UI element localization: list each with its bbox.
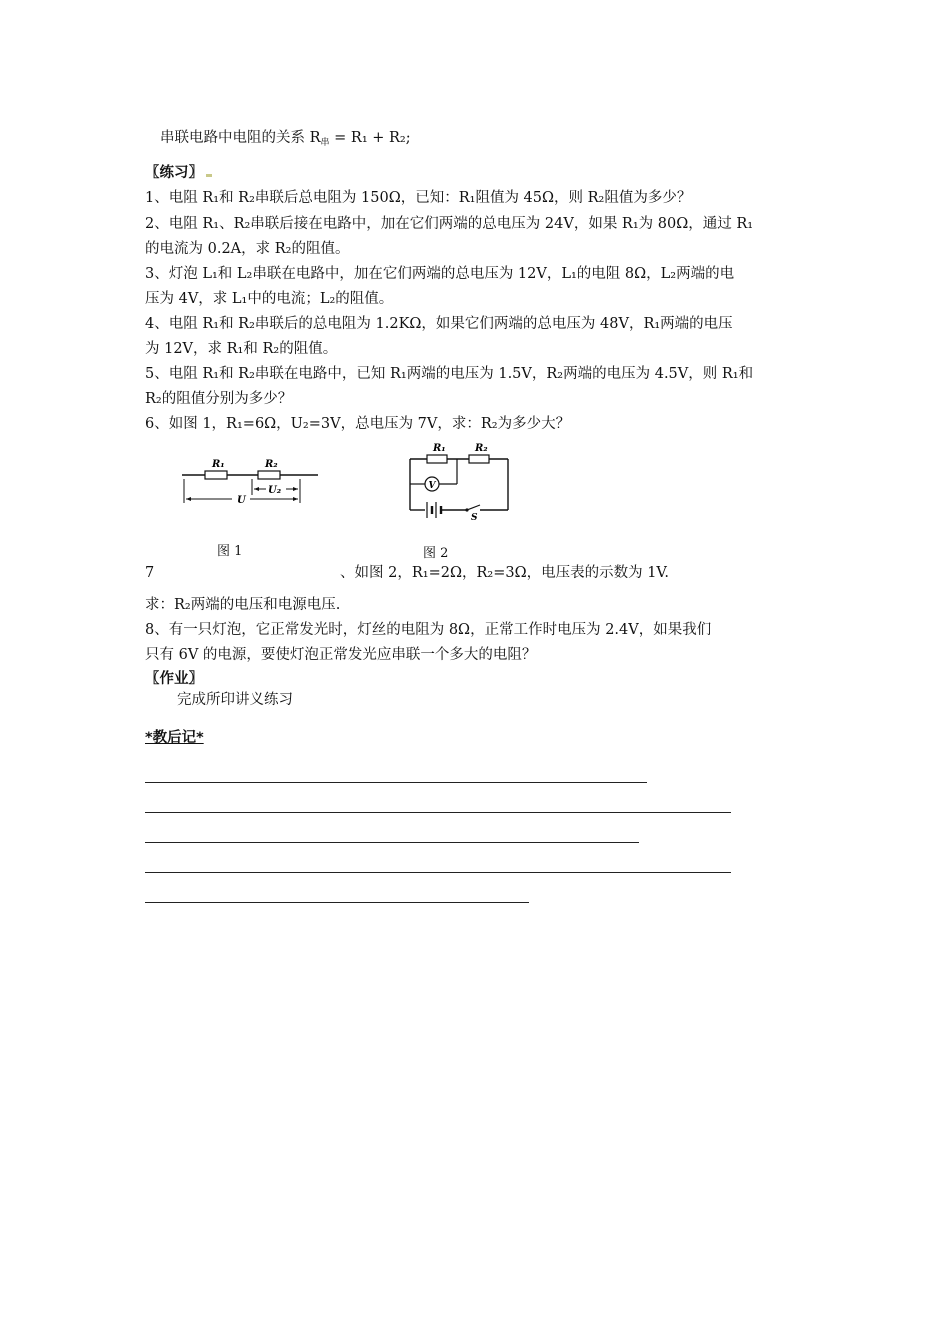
figure-1-r1-label: R₁ xyxy=(212,459,225,470)
problem-2-line-1: 2、电阻 R₁、R₂串联后接在电路中，加在它们两端的总电压为 24V，如果 R₁为 80Ω，通过 R₁ xyxy=(145,216,754,232)
notes-line-2[interactable] xyxy=(145,812,731,813)
figure-2-v-label: V xyxy=(428,481,436,491)
figure-1-u-label: U xyxy=(237,495,246,506)
problem-2-line-2: 的电流为 0.2A，求 R₂的阻值。 xyxy=(145,241,350,257)
figure-2-r1-label: R₁ xyxy=(433,443,446,454)
intro-line: 串联电路中电阻的关系 $R_串 = R_1 + R_2$; xyxy=(160,130,411,148)
problem-5-line-1: 5、电阻 R₁和 R₂串联在电路中，已知 R₁两端的电压为 1.5V，R₂两端的电压为 4.5V，则 R₁和 xyxy=(145,366,754,382)
figure-2-caption: 图 2 xyxy=(423,546,449,561)
figure-1-r2-label: R₂ xyxy=(265,459,278,470)
problem-3-line-1: 3、灯泡 L₁和 L₂串联在电路中，加在它们两端的总电压为 12V，L₁的电阻 8Ω，L₂两端的电 xyxy=(145,266,735,282)
problem-5-line-2: R₂的阻值分别为多少？ xyxy=(145,391,293,407)
switch-symbol xyxy=(467,505,480,510)
problem-7-line-2: 求：R₂两端的电压和电源电压. xyxy=(145,597,341,613)
figure-2-r2-label: R₂ xyxy=(475,443,488,454)
figure-2-circuit xyxy=(405,440,515,522)
problem-3-line-2: 压为 4V，求 L₁中的电流；L₂的阻值。 xyxy=(145,291,394,307)
figure-1-u2-label: U₂ xyxy=(268,485,282,496)
problem-1: 1、电阻 R₁和 R₂串联后总电阻为 150Ω，已知：R₁阻值为 45Ω，则 R₂阻值为多少？ xyxy=(145,190,692,206)
notes-line-1[interactable] xyxy=(145,782,647,783)
figure-1-caption: 图 1 xyxy=(217,544,243,559)
notes-heading: *教后记* xyxy=(145,730,204,746)
problem-7-line-1: 、如图 2，R₁=2Ω，R₂=3Ω，电压表的示数为 1V. xyxy=(340,565,669,581)
problem-6: 6、如图 1，R₁=6Ω，U₂=3V，总电压为 7V，求：R₂为多少大？ xyxy=(145,416,571,432)
highlight-mark xyxy=(206,174,212,177)
problem-8-line-2: 只有 6V 的电源，要使灯泡正常发光应串联一个多大的电阻？ xyxy=(145,647,537,663)
notes-line-3[interactable] xyxy=(145,842,639,843)
homework-text: 完成所印讲义练习 xyxy=(177,692,293,708)
notes-line-5[interactable] xyxy=(145,902,529,903)
problem-8-line-1: 8、有一只灯泡，它正常发光时，灯丝的电阻为 8Ω，正常工作时电压为 2.4V，如果我们 xyxy=(145,622,712,638)
figure-2-s-label: S xyxy=(471,513,478,522)
problem-7-number: 7 xyxy=(145,565,155,581)
notes-line-4[interactable] xyxy=(145,872,731,873)
problem-4-line-2: 为 12V，求 R₁和 R₂的阻值。 xyxy=(145,341,338,357)
problem-4-line-1: 4、电阻 R₁和 R₂串联后的总电阻为 1.2KΩ，如果它们两端的总电压为 48V，R₁两端的电压 xyxy=(145,316,733,332)
homework-heading: 〖作业〗 xyxy=(145,671,203,687)
practice-heading: 〖练习〗 xyxy=(145,163,212,183)
figure-1-circuit xyxy=(180,455,320,515)
